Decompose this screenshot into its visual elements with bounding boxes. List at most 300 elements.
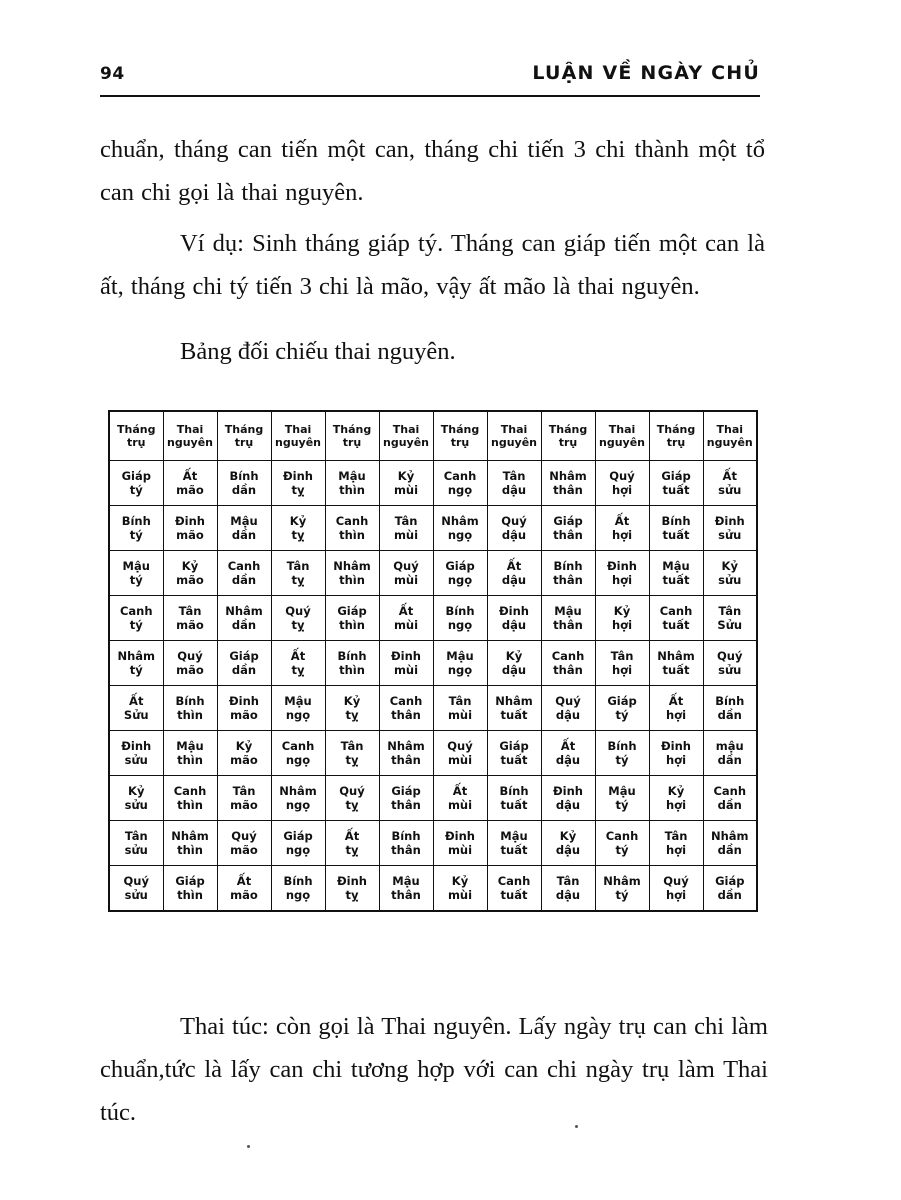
cell-line-2: tý <box>129 528 143 542</box>
cell-line-2: dần <box>231 618 257 632</box>
table-cell <box>325 551 379 596</box>
cell-line-1: Kỷ <box>128 784 145 798</box>
cell-line-2: ngọ <box>285 798 311 812</box>
cell-line-2: thìn <box>177 843 203 857</box>
cell-line-2: tuất <box>662 483 690 497</box>
table-cell <box>109 866 163 912</box>
table-cell <box>649 776 703 821</box>
table-cell <box>595 776 649 821</box>
table-cell <box>487 821 541 866</box>
table-cell <box>109 731 163 776</box>
cell-line-2: dần <box>231 483 257 497</box>
table-row <box>109 506 757 551</box>
table-cell <box>487 551 541 596</box>
table-cell <box>649 506 703 551</box>
page-speck-left <box>247 1145 250 1148</box>
cell-line-2: dần <box>717 753 742 767</box>
cell-line-2: tuất <box>662 528 690 542</box>
table-row <box>109 641 757 686</box>
cell-line-2: tỵ <box>291 483 305 497</box>
cell-line-2: tuất <box>500 708 528 722</box>
table-cell <box>433 551 487 596</box>
cell-line-1: Nhâm <box>657 649 695 663</box>
cell-line-1: Mậu <box>284 694 312 708</box>
table-cell <box>379 596 433 641</box>
cell-line-1: Mậu <box>662 559 690 573</box>
table-cell <box>433 506 487 551</box>
cell-line-2: trụ <box>450 436 470 449</box>
table-cell <box>433 641 487 686</box>
table-cell <box>595 866 649 912</box>
table-cell <box>325 776 379 821</box>
table-cell <box>217 596 271 641</box>
cell-line-2: mão <box>176 618 204 632</box>
cell-line-1: Đinh <box>445 829 475 843</box>
cell-line-2: sửu <box>124 798 148 812</box>
page-number: 94 <box>100 64 125 84</box>
cell-line-2: nguyên <box>167 436 213 449</box>
table-cell <box>163 776 217 821</box>
table-cell <box>325 731 379 776</box>
cell-line-1: Thai <box>608 423 636 436</box>
cell-line-1: Bính <box>121 514 151 528</box>
table-cell <box>217 506 271 551</box>
table-header-cell <box>487 411 541 461</box>
body-text-block <box>100 128 765 373</box>
table-cell <box>163 641 217 686</box>
cell-line-2: hợi <box>665 753 687 767</box>
cell-line-1: Giáp <box>445 559 475 573</box>
cell-line-2: tỵ <box>345 843 359 857</box>
cell-line-2: ngọ <box>285 753 311 767</box>
table-cell <box>379 866 433 912</box>
cell-line-1: Giáp <box>229 649 259 663</box>
table-cell <box>325 686 379 731</box>
cell-line-1: Đinh <box>553 784 583 798</box>
cell-line-1: Tân <box>556 874 580 888</box>
cell-line-2: thân <box>391 843 421 857</box>
table-cell <box>649 596 703 641</box>
cell-line-1: Thai <box>284 423 312 436</box>
cell-line-2: ngọ <box>447 573 473 587</box>
cell-line-1: Mậu <box>554 604 582 618</box>
cell-line-2: dần <box>231 573 257 587</box>
cell-line-2: mùi <box>447 753 473 767</box>
cell-line-1: Quý <box>177 649 203 663</box>
cell-line-1: Kỷ <box>397 469 415 483</box>
table-cell <box>487 866 541 912</box>
cell-line-1: Mậu <box>122 559 150 573</box>
cell-line-2: sửu <box>718 483 742 497</box>
cell-line-2: hợi <box>611 483 633 497</box>
table-cell <box>217 776 271 821</box>
table-cell <box>271 866 325 912</box>
table-cell <box>595 821 649 866</box>
cell-line-1: Đinh <box>391 649 421 663</box>
cell-line-1: Bính <box>229 469 259 483</box>
table-header-cell <box>325 411 379 461</box>
cell-line-1: Quý <box>717 649 743 663</box>
cell-line-2: mùi <box>393 483 419 497</box>
cell-line-1: Thai <box>716 423 744 436</box>
table-cell <box>379 776 433 821</box>
cell-line-2: hợi <box>611 618 633 632</box>
cell-line-2: tý <box>615 888 629 902</box>
cell-line-1: Giáp <box>337 604 367 618</box>
table-cell <box>487 596 541 641</box>
table-cell <box>163 506 217 551</box>
table-cell <box>703 731 757 776</box>
footer-text-block <box>100 1005 768 1142</box>
cell-line-2: thìn <box>177 708 203 722</box>
cell-line-2: thìn <box>339 528 365 542</box>
cell-line-2: dần <box>231 528 257 542</box>
table-cell <box>433 596 487 641</box>
table-row <box>109 731 757 776</box>
table-header-row <box>109 411 757 461</box>
cell-line-2: mão <box>230 753 258 767</box>
table-cell <box>217 731 271 776</box>
table-cell <box>703 821 757 866</box>
cell-line-2: thân <box>391 888 421 902</box>
table-cell <box>163 596 217 641</box>
cell-line-1: Ất <box>614 514 630 528</box>
cell-line-1: Bính <box>661 514 691 528</box>
cell-line-2: thân <box>391 798 421 812</box>
cell-line-1: Giáp <box>499 739 529 753</box>
table-cell <box>595 731 649 776</box>
table-cell <box>487 461 541 506</box>
cell-line-2: tỵ <box>345 753 359 767</box>
cell-line-2: tỵ <box>345 888 359 902</box>
cell-line-2: sửu <box>124 843 148 857</box>
table-cell <box>487 731 541 776</box>
cell-line-2: ngọ <box>447 618 473 632</box>
table-cell <box>271 641 325 686</box>
cell-line-2: mão <box>230 708 258 722</box>
cell-line-1: Nhâm <box>279 784 317 798</box>
table-cell <box>487 686 541 731</box>
table-cell <box>379 641 433 686</box>
table-cell <box>595 641 649 686</box>
cell-line-1: Kỷ <box>667 784 685 798</box>
cell-line-1: Bính <box>175 694 205 708</box>
cell-line-1: Bính <box>283 874 313 888</box>
cell-line-2: tuất <box>500 843 528 857</box>
cell-line-1: Mậu <box>230 514 258 528</box>
table-cell <box>217 641 271 686</box>
cell-line-2: tuất <box>500 798 528 812</box>
table-cell <box>703 866 757 912</box>
cell-line-1: Quý <box>393 559 419 573</box>
cell-line-1: Ất <box>290 649 306 663</box>
table-cell <box>487 641 541 686</box>
cell-line-1: Mậu <box>608 784 636 798</box>
cell-line-2: dậu <box>501 663 527 677</box>
cell-line-1: Quý <box>447 739 473 753</box>
cell-line-1: Thai <box>500 423 528 436</box>
table-cell <box>163 866 217 912</box>
cell-line-2: hợi <box>611 663 633 677</box>
thai-nguyen-table-wrapper <box>108 410 758 912</box>
table-cell <box>325 866 379 912</box>
cell-line-1: Kỷ <box>343 694 361 708</box>
cell-line-2: thân <box>553 528 583 542</box>
table-cell <box>379 551 433 596</box>
table-cell <box>109 776 163 821</box>
cell-line-1: Đinh <box>175 514 205 528</box>
cell-line-1: Canh <box>659 604 693 618</box>
cell-line-1: Giáp <box>121 469 151 483</box>
table-cell <box>649 731 703 776</box>
table-cell <box>433 461 487 506</box>
cell-line-2: tý <box>129 663 143 677</box>
table-cell <box>271 731 325 776</box>
table-cell <box>541 551 595 596</box>
cell-line-2: tỵ <box>291 618 305 632</box>
cell-line-2: tý <box>129 573 143 587</box>
cell-line-1: Nhâm <box>333 559 371 573</box>
cell-line-1: Ất <box>129 694 144 708</box>
table-header-cell <box>163 411 217 461</box>
cell-line-2: ngọ <box>285 843 311 857</box>
cell-line-1: Đinh <box>714 514 745 528</box>
cell-line-1: Canh <box>281 739 315 753</box>
cell-line-2: nguyên <box>383 436 429 449</box>
table-cell <box>325 506 379 551</box>
cell-line-2: sửu <box>718 663 742 677</box>
table-header-cell <box>649 411 703 461</box>
cell-line-2: mão <box>230 798 258 812</box>
cell-line-2: thìn <box>177 798 203 812</box>
cell-line-1: Kỷ <box>451 874 469 888</box>
cell-line-2: thân <box>391 708 421 722</box>
cell-line-1: Ất <box>506 559 522 573</box>
cell-line-1: Giáp <box>661 469 691 483</box>
cell-line-1: Canh <box>551 649 585 663</box>
running-title: LUẬN VỀ NGÀY CHỦ <box>532 62 760 84</box>
cell-line-1: Bính <box>499 784 529 798</box>
cell-line-1: Ất <box>398 604 414 618</box>
table-cell <box>109 506 163 551</box>
cell-line-2: tuất <box>500 888 528 902</box>
page-speck-right <box>575 1125 578 1128</box>
cell-line-1: Nhâm <box>387 739 425 753</box>
table-cell <box>163 686 217 731</box>
cell-line-1: Ất <box>722 469 737 483</box>
cell-line-2: mùi <box>447 843 473 857</box>
cell-line-2: dần <box>231 663 257 677</box>
cell-line-2: tý <box>615 753 629 767</box>
table-cell <box>109 461 163 506</box>
table-cell <box>703 641 757 686</box>
cell-line-2: thân <box>553 483 583 497</box>
cell-line-2: mão <box>176 663 204 677</box>
table-cell <box>217 461 271 506</box>
cell-line-2: tý <box>615 843 629 857</box>
table-cell <box>541 776 595 821</box>
cell-line-2: dậu <box>501 483 527 497</box>
table-cell <box>163 551 217 596</box>
cell-line-2: mão <box>230 888 258 902</box>
table-header-cell <box>379 411 433 461</box>
cell-line-2: trụ <box>234 436 254 449</box>
cell-line-2: tỵ <box>291 528 305 542</box>
cell-line-1: Quý <box>609 469 635 483</box>
cell-line-2: dậu <box>555 888 581 902</box>
cell-line-1: Giáp <box>607 694 637 708</box>
cell-line-2: tuất <box>500 753 528 767</box>
cell-line-1: Quý <box>339 784 365 798</box>
table-row <box>109 686 757 731</box>
table-cell <box>271 596 325 641</box>
cell-line-1: Tháng <box>440 423 480 436</box>
cell-line-1: Kỷ <box>559 829 577 843</box>
table-cell <box>271 551 325 596</box>
cell-line-2: tỵ <box>291 663 305 677</box>
table-cell <box>217 551 271 596</box>
cell-line-2: mùi <box>393 528 419 542</box>
cell-line-1: Tân <box>610 649 634 663</box>
cell-line-1: Tân <box>124 829 148 843</box>
cell-line-1: Nhâm <box>603 874 641 888</box>
cell-line-2: hợi <box>665 843 687 857</box>
cell-line-2: mùi <box>447 798 473 812</box>
cell-line-1: Nhâm <box>171 829 209 843</box>
table-cell <box>271 821 325 866</box>
table-cell <box>541 821 595 866</box>
page-header <box>100 62 760 84</box>
cell-line-1: Canh <box>119 604 153 618</box>
cell-line-2: dậu <box>501 618 527 632</box>
cell-line-1: Canh <box>335 514 369 528</box>
cell-line-2: hợi <box>665 798 687 812</box>
table-cell <box>487 506 541 551</box>
cell-line-2: tý <box>615 798 629 812</box>
cell-line-1: Đinh <box>499 604 529 618</box>
cell-line-1: Quý <box>501 514 527 528</box>
cell-line-2: dần <box>717 708 742 722</box>
cell-line-1: Đinh <box>121 739 152 753</box>
table-cell <box>433 686 487 731</box>
cell-line-2: trụ <box>558 436 578 449</box>
cell-line-1: Đinh <box>661 739 691 753</box>
cell-line-1: Bính <box>337 649 367 663</box>
table-header-cell <box>217 411 271 461</box>
cell-line-2: mão <box>176 483 204 497</box>
table-row <box>109 821 757 866</box>
table-cell <box>433 731 487 776</box>
cell-line-1: Kỷ <box>613 604 631 618</box>
cell-line-2: hợi <box>611 528 633 542</box>
cell-line-1: Quý <box>285 604 311 618</box>
cell-line-2: thân <box>553 618 583 632</box>
cell-line-2: dậu <box>555 708 581 722</box>
cell-line-2: thìn <box>339 573 365 587</box>
table-cell <box>703 596 757 641</box>
cell-line-1: Nhâm <box>441 514 479 528</box>
cell-line-2: mùi <box>393 663 419 677</box>
cell-line-1: Nhâm <box>117 649 156 663</box>
cell-line-1: Tân <box>178 604 202 618</box>
cell-line-1: Mậu <box>446 649 474 663</box>
cell-line-1: Kỷ <box>505 649 523 663</box>
table-cell <box>217 866 271 912</box>
cell-line-1: Canh <box>443 469 477 483</box>
table-cell <box>217 821 271 866</box>
table-cell <box>379 461 433 506</box>
cell-line-2: dần <box>717 798 742 812</box>
table-cell <box>325 641 379 686</box>
cell-line-2: trụ <box>342 436 362 449</box>
cell-line-1: Tháng <box>548 423 588 436</box>
table-cell <box>109 821 163 866</box>
table-cell <box>541 506 595 551</box>
paragraph-2: Ví dụ: Sinh tháng giáp tý. Tháng can giáp tiến một can là ất, tháng chi tý tiến 3 chi là mão, vậy ất mão là thai nguyên. <box>100 230 765 300</box>
table-cell <box>703 776 757 821</box>
table-cell <box>217 686 271 731</box>
cell-line-1: Mậu <box>500 829 528 843</box>
table-cell <box>271 686 325 731</box>
cell-line-2: ngọ <box>447 663 473 677</box>
cell-line-2: hợi <box>665 708 687 722</box>
cell-line-2: thìn <box>339 618 365 632</box>
table-cell <box>703 461 757 506</box>
table-cell <box>541 686 595 731</box>
table-cell <box>649 641 703 686</box>
cell-line-1: Ất <box>668 694 684 708</box>
cell-line-2: hợi <box>665 888 687 902</box>
table-cell <box>271 776 325 821</box>
cell-line-2: thân <box>553 663 583 677</box>
cell-line-2: thìn <box>177 753 203 767</box>
cell-line-2: tý <box>129 483 143 497</box>
table-cell <box>379 821 433 866</box>
cell-line-2: mão <box>230 843 258 857</box>
cell-line-2: Sửu <box>123 708 149 722</box>
cell-line-1: Quý <box>231 829 257 843</box>
table-cell <box>541 866 595 912</box>
cell-line-2: nguyên <box>491 436 537 449</box>
cell-line-2: tỵ <box>291 573 305 587</box>
table-cell <box>433 821 487 866</box>
table-cell <box>109 596 163 641</box>
cell-line-1: Ất <box>344 829 360 843</box>
table-cell <box>433 866 487 912</box>
cell-line-1: Canh <box>605 829 639 843</box>
cell-line-1: Canh <box>497 874 531 888</box>
cell-line-2: dần <box>717 888 742 902</box>
cell-line-1: Giáp <box>715 874 745 888</box>
paragraph-1: chuẩn, tháng can tiến một can, tháng chi tiến 3 chi thành một tổ can chi gọi là thai nguyên. <box>100 136 765 206</box>
table-cell <box>649 551 703 596</box>
cell-line-2: mùi <box>393 618 419 632</box>
table-header-cell <box>433 411 487 461</box>
cell-line-1: Giáp <box>391 784 421 798</box>
cell-line-1: Tân <box>286 559 310 573</box>
table-cell <box>163 821 217 866</box>
table-cell <box>541 641 595 686</box>
cell-line-1: Tân <box>502 469 526 483</box>
cell-line-1: Mậu <box>176 739 204 753</box>
cell-line-1: Kỷ <box>721 559 738 573</box>
cell-line-2: nguyên <box>275 436 321 449</box>
cell-line-1: Mậu <box>338 469 366 483</box>
cell-line-1: Thai <box>176 423 204 436</box>
cell-line-1: Đinh <box>607 559 637 573</box>
table-cell <box>649 686 703 731</box>
cell-line-1: Tháng <box>117 423 156 436</box>
